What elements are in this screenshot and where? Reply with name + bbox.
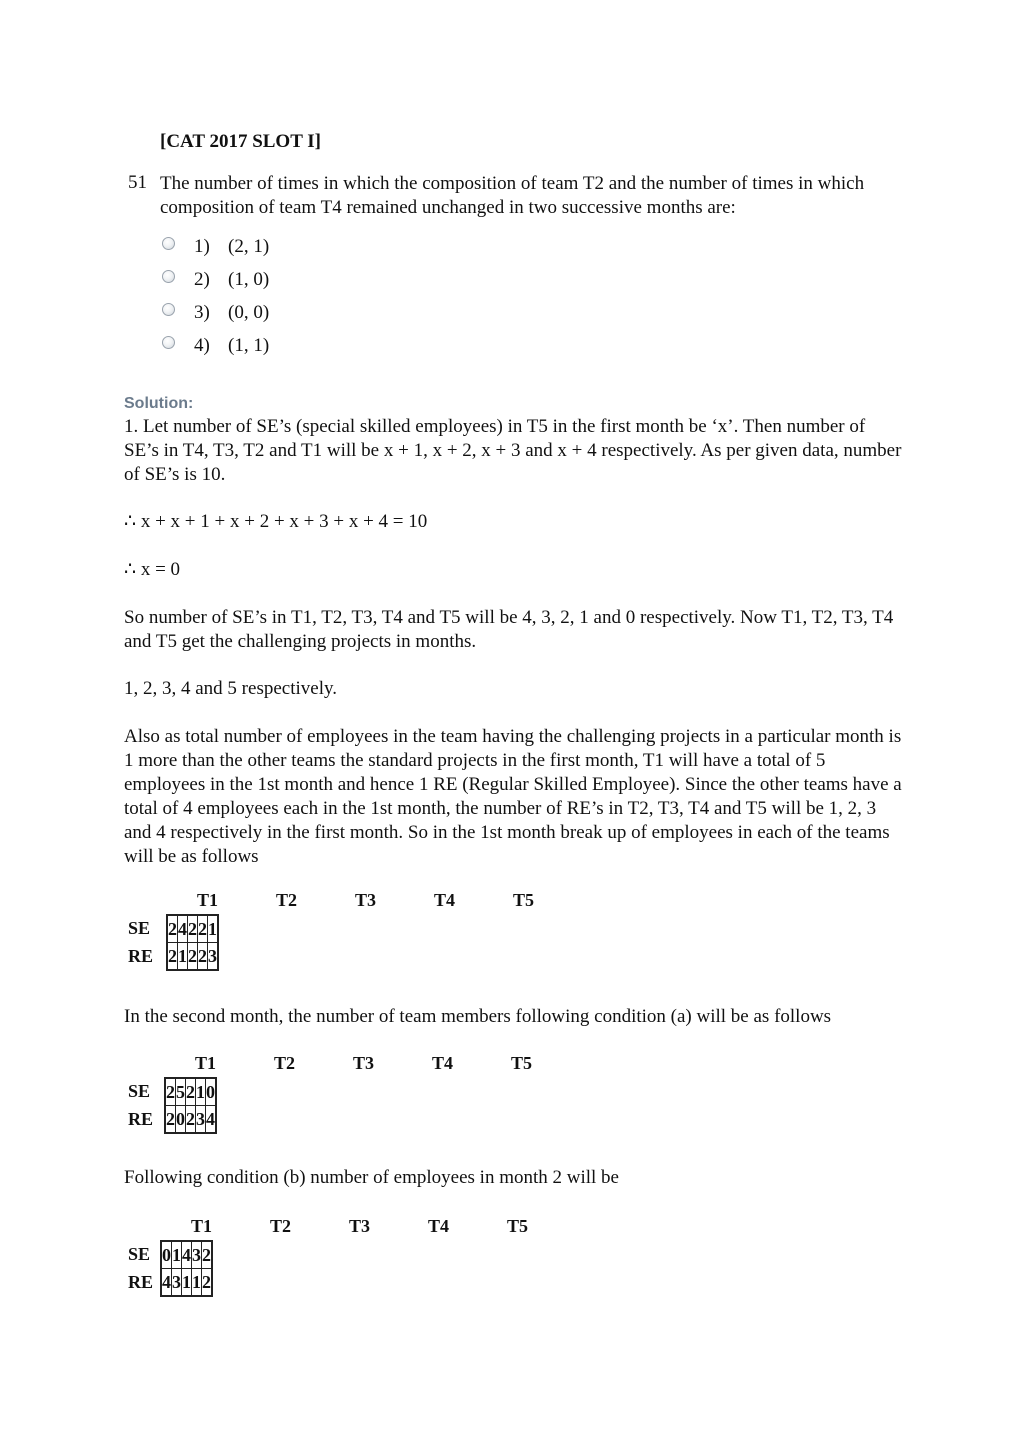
table-cell: 2: [198, 943, 208, 971]
option-label: (1, 0): [228, 268, 270, 290]
option-number: 3): [194, 301, 210, 323]
option-1[interactable]: [162, 230, 269, 263]
table-cell: 2: [188, 915, 198, 943]
table-cell: 3: [208, 943, 219, 971]
radio-button-icon[interactable]: [162, 237, 175, 250]
table-cell: 2: [165, 1078, 176, 1106]
exam-header: [CAT 2017 SLOT I]: [160, 131, 322, 152]
option-number: 4): [194, 334, 210, 356]
row-label: SE: [128, 1081, 151, 1101]
table-cell: 1: [192, 1269, 202, 1297]
table-row: [165, 1106, 216, 1134]
option-label: (0, 0): [228, 301, 270, 323]
table-cell: 4: [161, 1269, 172, 1297]
table-cell: 2: [186, 1078, 196, 1106]
table-cell: 1: [196, 1078, 206, 1106]
data-table: [166, 914, 219, 971]
row-label: RE: [128, 1272, 154, 1292]
table-cell: 0: [176, 1106, 186, 1134]
table-cell: 2: [186, 1106, 196, 1134]
option-number: 2): [194, 268, 210, 290]
column-header: T2: [269, 1216, 291, 1236]
option-label: (1, 1): [228, 334, 270, 356]
table-cell: 2: [202, 1241, 213, 1269]
question-number: 51: [128, 172, 147, 193]
row-label: SE: [128, 918, 151, 938]
column-header: T3: [354, 890, 376, 910]
column-header: T4: [431, 1053, 453, 1073]
table-cell: 0: [206, 1078, 217, 1106]
table-cell: 3: [196, 1106, 206, 1134]
question-text: The number of times in which the composition of team T2 and the number of times in which composition of team T4 remained unchanged in two successive months are:: [160, 173, 865, 218]
table-cell: 4: [178, 915, 188, 943]
equation-line: ∴ x + x + 1 + x + 2 + x + 3 + x + 4 = 10: [124, 511, 428, 532]
table-cell: 2: [165, 1106, 176, 1134]
table-cell: 3: [172, 1269, 182, 1297]
table-cell: 3: [192, 1241, 202, 1269]
option-label: (2, 1): [228, 235, 270, 257]
row-label: SE: [128, 1244, 151, 1264]
column-header: T5: [506, 1216, 528, 1236]
table-cell: 1: [208, 915, 219, 943]
column-header: T4: [433, 890, 455, 910]
radio-button-icon[interactable]: [162, 336, 175, 349]
table-row: [167, 915, 218, 943]
radio-button-icon[interactable]: [162, 303, 175, 316]
solution-paragraph: In the second month, the number of team members following condition (a) will be as follows: [124, 1006, 832, 1027]
table-cell: 1: [182, 1269, 192, 1297]
table-cell: 2: [167, 915, 178, 943]
column-header: T2: [275, 890, 297, 910]
solution-paragraph: 1, 2, 3, 4 and 5 respectively.: [124, 678, 337, 699]
column-header: T1: [196, 890, 218, 910]
solution-label: Solution:: [124, 395, 194, 412]
solution-paragraph: So number of SE’s in T1, T2, T3, T4 and T5 will be 4, 3, 2, 1 and 0 respectively. Now T1, T2, T3, T4 and T5 get the challenging projects in months.: [124, 607, 894, 652]
table-cell: 1: [172, 1241, 182, 1269]
option-3[interactable]: [162, 296, 269, 329]
table-row: [165, 1078, 216, 1106]
table-cell: 5: [176, 1078, 186, 1106]
solution-paragraph: 1. Let number of SE’s (special skilled employees) in T5 in the first month be ‘x’. Then number of SE’s in T4, T3, T2 and T1 will be x + 1, x + 2, x + 3 and x + 4 respectively. As per given data, number of SE’s is 10.: [124, 416, 902, 485]
column-header: T1: [190, 1216, 212, 1236]
row-label: RE: [128, 946, 154, 966]
column-header: T4: [427, 1216, 449, 1236]
table-row: [167, 943, 218, 971]
column-header: T1: [194, 1053, 216, 1073]
column-header: T3: [348, 1216, 370, 1236]
data-table: [164, 1077, 217, 1134]
column-header: T2: [273, 1053, 295, 1073]
table-row: [161, 1269, 212, 1297]
table-cell: 4: [182, 1241, 192, 1269]
table-cell: 4: [206, 1106, 217, 1134]
table-cell: 0: [161, 1241, 172, 1269]
table-cell: 1: [178, 943, 188, 971]
table-cell: 2: [198, 915, 208, 943]
option-2[interactable]: [162, 263, 269, 296]
column-header: T5: [510, 1053, 532, 1073]
option-4[interactable]: [162, 329, 269, 362]
option-number: 1): [194, 235, 210, 257]
table-row: [161, 1241, 212, 1269]
data-table: [160, 1240, 213, 1297]
radio-button-icon[interactable]: [162, 270, 175, 283]
table-cell: 2: [202, 1269, 213, 1297]
column-header: T5: [512, 890, 534, 910]
solution-paragraph: Following condition (b) number of employees in month 2 will be: [124, 1167, 619, 1188]
row-label: RE: [128, 1109, 154, 1129]
solution-paragraph: Also as total number of employees in the team having the challenging projects in a particular month is 1 more than the other teams the standard projects in the first month, T1 will have a total of 5 employees in the 1st month and hence 1 RE (Regular Skilled Employee). Since the other teams have a total of 4 employees each in the 1st month, the number of RE’s in T2, T3, T4 and T5 will be 1, 2, 3 and 4 respectively in the first month. So in the 1st month break up of employees in each of the teams will be as follows: [124, 726, 902, 867]
column-header: T3: [352, 1053, 374, 1073]
table-cell: 2: [167, 943, 178, 971]
answer-options: [162, 230, 269, 362]
equation-line: ∴ x = 0: [124, 559, 181, 580]
table-cell: 2: [188, 943, 198, 971]
